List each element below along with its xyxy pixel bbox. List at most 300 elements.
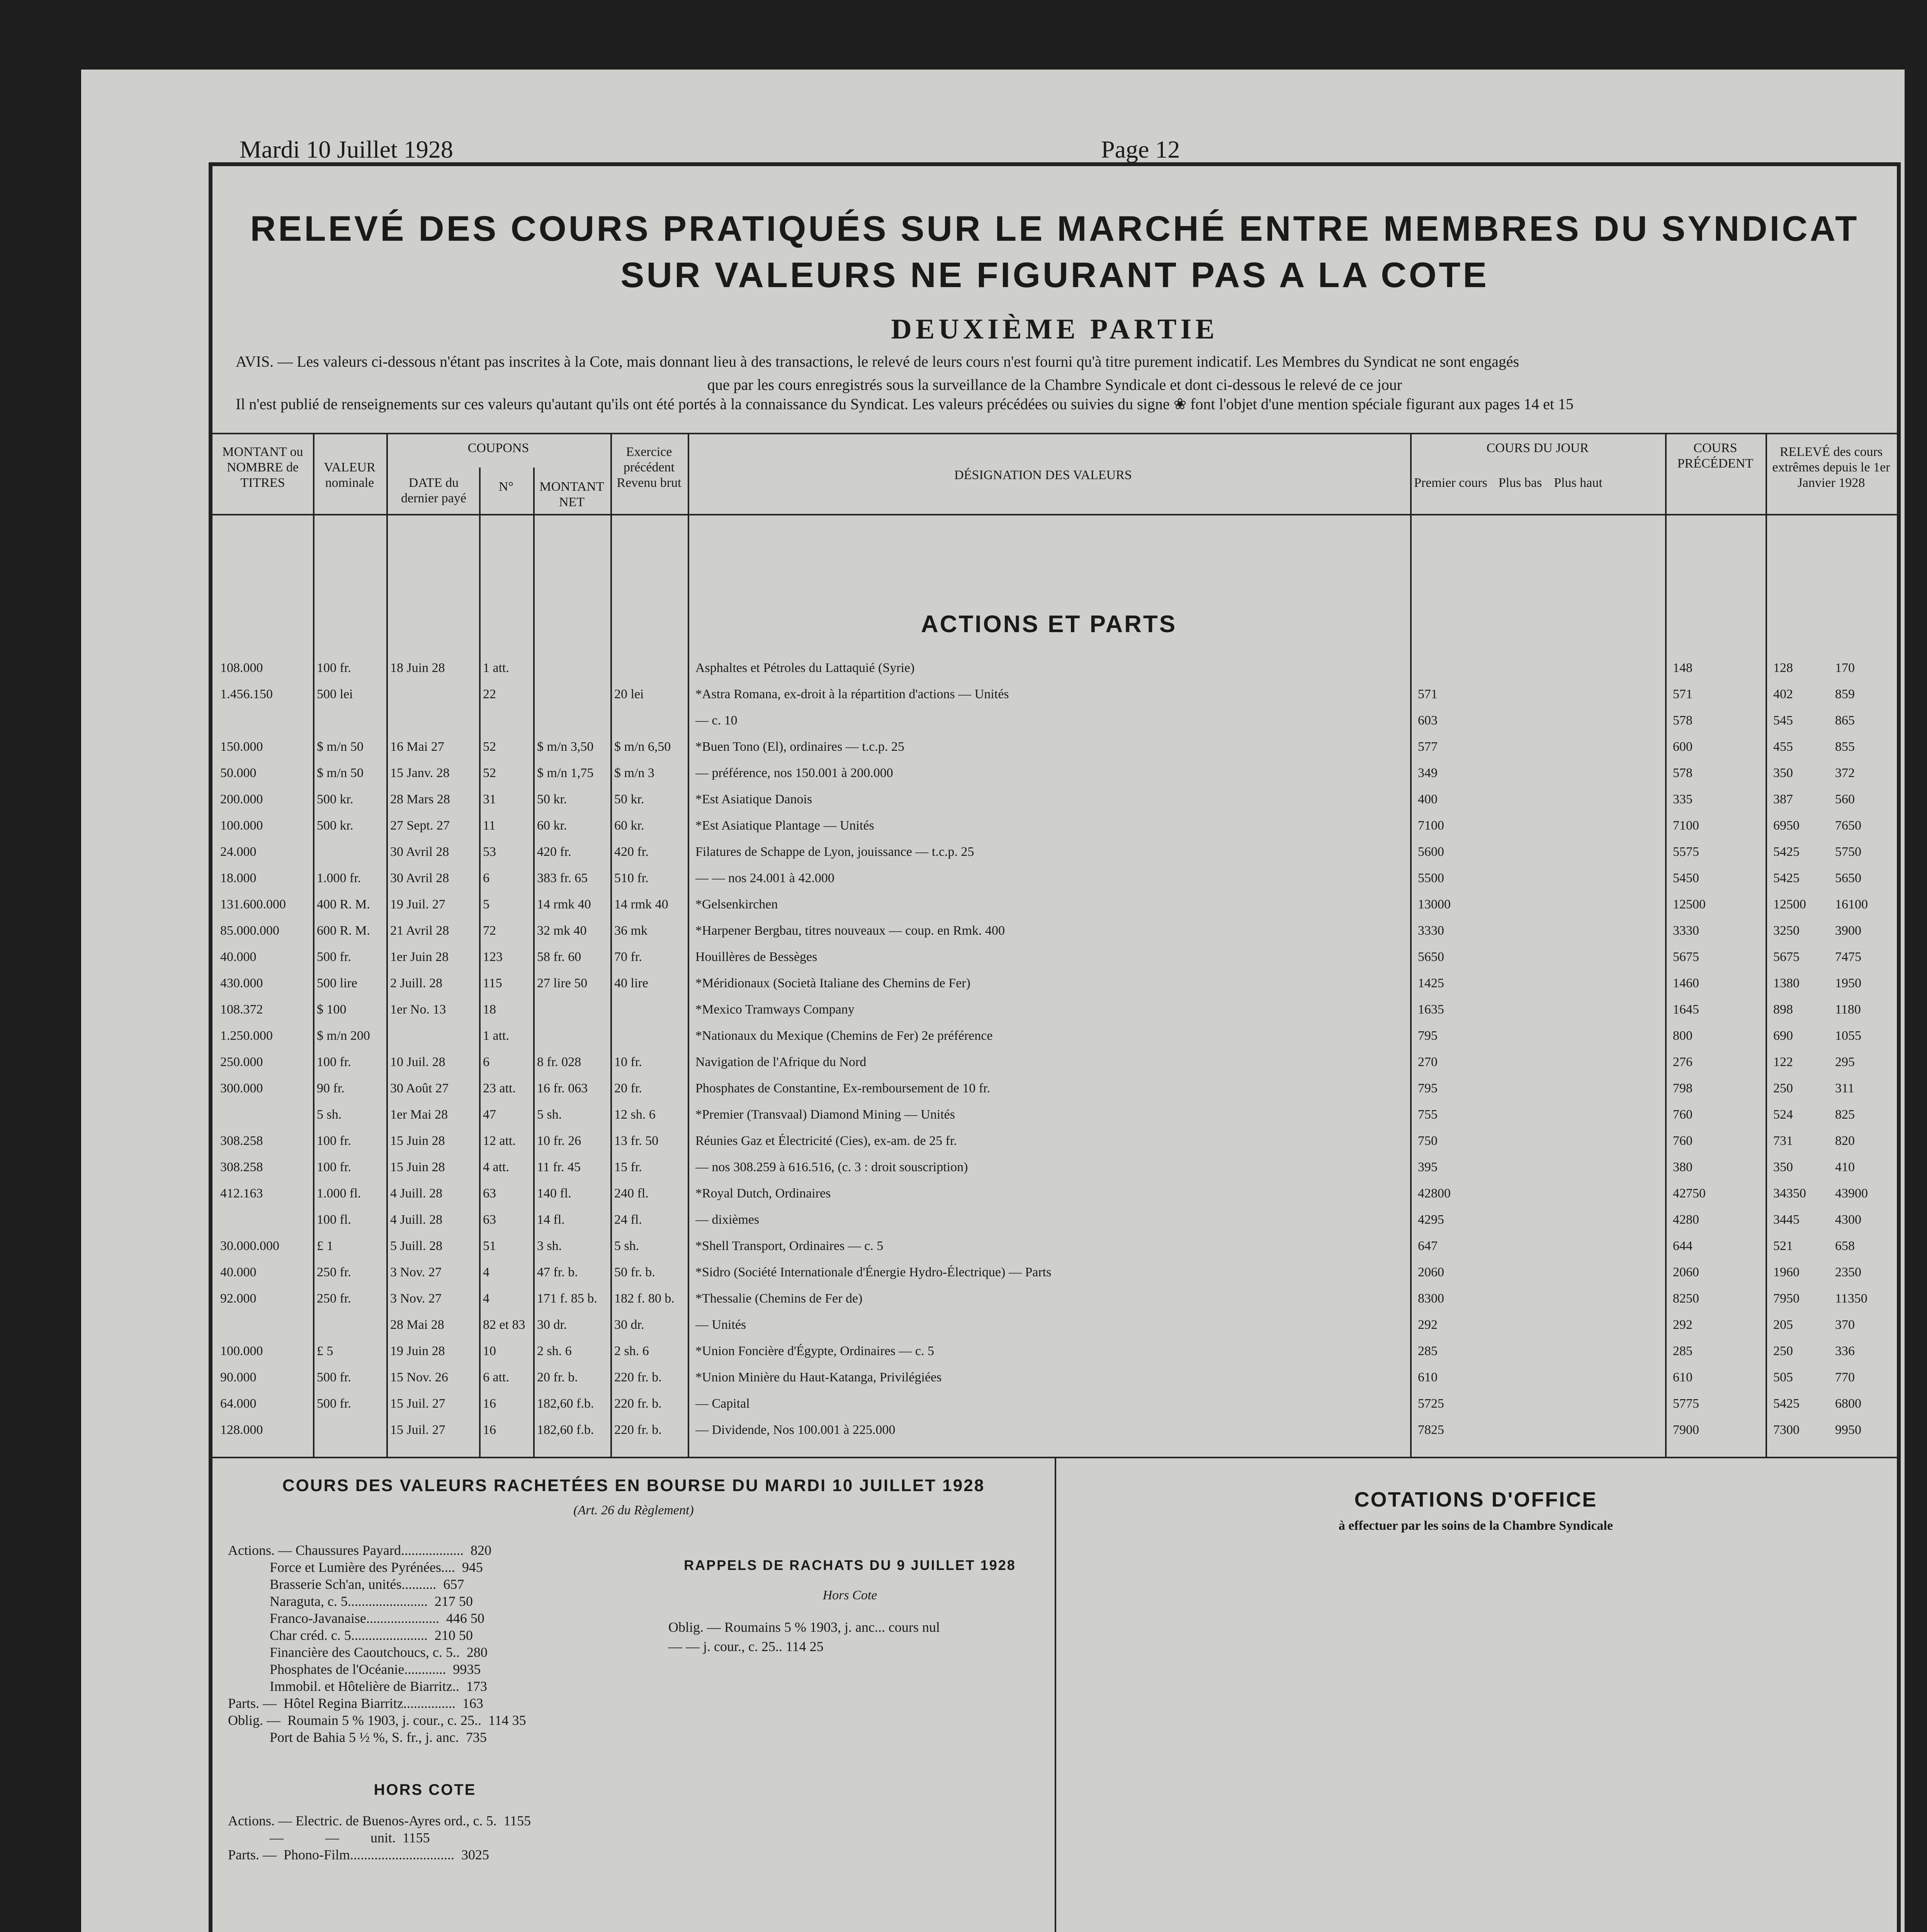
rappels-rachats-title: RAPPELS DE RACHATS DU 9 JUILLET 1928 bbox=[684, 1557, 1016, 1573]
action-montant: 250.000 bbox=[220, 1055, 263, 1069]
action-releve-bas: 898 bbox=[1773, 1002, 1793, 1017]
action-designation: Phosphates de Constantine, Ex-remboursement de 10 fr. bbox=[695, 1081, 990, 1095]
header-designation: DÉSIGNATION DES VALEURS bbox=[954, 468, 1132, 482]
action-premier-cours: 1425 bbox=[1418, 976, 1444, 990]
action-revenu: 12 sh. 6 bbox=[614, 1107, 656, 1122]
action-valeur: 100 fr. bbox=[317, 1134, 351, 1148]
action-designation: *Harpener Bergbau, titres nouveaux — coup. en Rmk. 400 bbox=[695, 923, 1005, 938]
action-revenu: $ m/n 3 bbox=[614, 766, 654, 780]
action-revenu: 510 fr. bbox=[614, 871, 649, 885]
action-coupon-date: 15 Juin 28 bbox=[390, 1160, 445, 1174]
header-coupons: COUPONS bbox=[467, 441, 529, 455]
action-coupon-date: 16 Mai 27 bbox=[390, 740, 444, 754]
action-premier-cours: 5650 bbox=[1418, 950, 1444, 964]
action-premier-cours: 795 bbox=[1418, 1029, 1438, 1043]
action-releve-bas: 5425 bbox=[1773, 1396, 1800, 1411]
action-releve-bas: 1380 bbox=[1773, 976, 1800, 990]
action-revenu: 14 rmk 40 bbox=[614, 897, 668, 912]
action-valeur: 1.000 fl. bbox=[317, 1186, 361, 1201]
action-cours-precedent: 1460 bbox=[1673, 976, 1699, 990]
action-valeur: 90 fr. bbox=[317, 1081, 345, 1095]
action-releve-haut: 370 bbox=[1835, 1318, 1855, 1332]
avis-line-1: AVIS. — Les valeurs ci-dessous n'étant pas inscrites à la Cote, mais donnant lieu à des transactions, le relevé de leurs cours n'est fourni qu'à titre purement indicatif. Les Membres du Syndicat ne sont engagés bbox=[236, 353, 1519, 370]
action-coupon-net: 27 lire 50 bbox=[537, 976, 588, 990]
action-designation: *Mexico Tramways Company bbox=[695, 1002, 855, 1017]
action-releve-bas: 7950 bbox=[1773, 1291, 1800, 1306]
action-cours-precedent: 760 bbox=[1673, 1107, 1692, 1122]
action-coupon-net: 3 sh. bbox=[537, 1239, 562, 1253]
action-cours-precedent: 760 bbox=[1673, 1134, 1692, 1148]
header-montant: MONTANT ou NOMBRE de TITRES bbox=[222, 445, 303, 490]
action-coupon-date: 30 Avril 28 bbox=[390, 845, 449, 859]
action-releve-haut: 560 bbox=[1835, 792, 1855, 806]
action-cours-precedent: 5575 bbox=[1673, 845, 1699, 859]
action-valeur: 500 lire bbox=[317, 976, 357, 990]
action-cours-precedent: 285 bbox=[1673, 1344, 1692, 1358]
action-releve-bas: 205 bbox=[1773, 1318, 1793, 1332]
action-releve-bas: 545 bbox=[1773, 713, 1793, 728]
action-coupon-no: 31 bbox=[483, 792, 496, 806]
action-designation: — préférence, nos 150.001 à 200.000 bbox=[695, 766, 893, 780]
action-valeur: 500 lei bbox=[317, 687, 353, 701]
action-coupon-net: 60 kr. bbox=[537, 818, 567, 833]
action-cours-precedent: 4280 bbox=[1673, 1213, 1699, 1227]
action-cours-precedent: 578 bbox=[1673, 713, 1692, 728]
action-montant: 308.258 bbox=[220, 1160, 263, 1174]
title-line-1: RELEVÉ DES COURS PRATIQUÉS SUR LE MARCHÉ ENTRE MEMBRES DU SYNDICAT bbox=[250, 209, 1859, 248]
action-coupon-no: 123 bbox=[483, 950, 503, 964]
action-cours-precedent: 335 bbox=[1673, 792, 1692, 806]
action-coupon-date: 1er No. 13 bbox=[390, 1002, 446, 1017]
action-valeur: $ m/n 50 bbox=[317, 766, 364, 780]
action-coupon-no: 51 bbox=[483, 1239, 496, 1253]
action-premier-cours: 5600 bbox=[1418, 845, 1444, 859]
action-premier-cours: 292 bbox=[1418, 1318, 1438, 1332]
actions-parts-title: ACTIONS ET PARTS bbox=[921, 611, 1177, 638]
action-designation: — Unités bbox=[695, 1318, 746, 1332]
action-montant: 40.000 bbox=[220, 950, 257, 964]
action-coupon-no: 10 bbox=[483, 1344, 496, 1358]
action-valeur: 100 fr. bbox=[317, 661, 351, 675]
rappels-rachats-sub: Hors Cote bbox=[822, 1588, 877, 1602]
action-releve-bas: 122 bbox=[1773, 1055, 1793, 1069]
action-releve-bas: 524 bbox=[1773, 1107, 1793, 1122]
action-montant: 200.000 bbox=[220, 792, 263, 806]
col-divider bbox=[313, 433, 314, 1457]
action-valeur: 100 fl. bbox=[317, 1213, 351, 1227]
action-designation: *Méridionaux (Società Italiane des Chemins de Fer) bbox=[695, 976, 970, 990]
action-releve-bas: 5675 bbox=[1773, 950, 1800, 964]
action-releve-bas: 350 bbox=[1773, 766, 1793, 780]
action-coupon-date: 30 Août 27 bbox=[390, 1081, 449, 1095]
action-releve-haut: 825 bbox=[1835, 1107, 1855, 1122]
header-cours-jour: COURS DU JOUR bbox=[1486, 441, 1589, 455]
action-cours-precedent: 380 bbox=[1673, 1160, 1692, 1174]
action-montant: 50.000 bbox=[220, 766, 257, 780]
action-coupon-date: 15 Nov. 26 bbox=[390, 1370, 448, 1384]
action-coupon-net: 171 f. 85 b. bbox=[537, 1291, 597, 1306]
action-coupon-date: 21 Avril 28 bbox=[390, 923, 449, 938]
action-revenu: 36 mk bbox=[614, 923, 647, 938]
action-designation: *Royal Dutch, Ordinaires bbox=[695, 1186, 831, 1201]
action-cours-precedent: 798 bbox=[1673, 1081, 1692, 1095]
col-divider bbox=[1665, 433, 1667, 1457]
hors-cote-list: Actions. — Electric. de Buenos-Ayres ord., c. 5. 1155 — — unit. 1155 Parts. — Phono-Film.............................. 3025 bbox=[228, 1813, 531, 1862]
cotations-office-subtitle: à effectuer par les soins de la Chambre Syndicale bbox=[1338, 1519, 1613, 1533]
action-releve-bas: 521 bbox=[1773, 1239, 1793, 1253]
action-coupon-net: 383 fr. 65 bbox=[537, 871, 588, 885]
action-premier-cours: 603 bbox=[1418, 713, 1438, 728]
action-releve-bas: 690 bbox=[1773, 1029, 1793, 1043]
action-releve-haut: 2350 bbox=[1835, 1265, 1861, 1279]
action-coupon-date: 4 Juill. 28 bbox=[390, 1186, 443, 1201]
action-coupon-net: 32 mk 40 bbox=[537, 923, 587, 938]
action-releve-haut: 4300 bbox=[1835, 1213, 1861, 1227]
action-releve-bas: 34350 bbox=[1773, 1186, 1806, 1201]
action-releve-haut: 865 bbox=[1835, 713, 1855, 728]
action-coupon-no: 82 et 83 bbox=[483, 1318, 525, 1332]
action-revenu: 50 fr. b. bbox=[614, 1265, 655, 1279]
action-releve-bas: 5425 bbox=[1773, 845, 1800, 859]
action-designation: — — nos 24.001 à 42.000 bbox=[695, 871, 834, 885]
action-revenu: 20 lei bbox=[614, 687, 644, 701]
action-revenu: 420 fr. bbox=[614, 845, 649, 859]
action-coupon-net: 140 fl. bbox=[537, 1186, 571, 1201]
action-coupon-net: 16 fr. 063 bbox=[537, 1081, 588, 1095]
action-premier-cours: 5725 bbox=[1418, 1396, 1444, 1411]
action-montant: 108.000 bbox=[220, 661, 263, 675]
action-montant: 85.000.000 bbox=[220, 923, 279, 938]
action-valeur: 500 fr. bbox=[317, 1396, 351, 1411]
action-releve-haut: 6800 bbox=[1835, 1396, 1861, 1411]
action-releve-bas: 250 bbox=[1773, 1344, 1793, 1358]
action-designation: *Shell Transport, Ordinaires — c. 5 bbox=[695, 1239, 884, 1253]
action-valeur: 500 fr. bbox=[317, 950, 351, 964]
action-valeur: 250 fr. bbox=[317, 1291, 351, 1306]
action-designation: *Union Minière du Haut-Katanga, Privilégiées bbox=[695, 1370, 942, 1384]
action-coupon-net: $ m/n 3,50 bbox=[537, 740, 594, 754]
action-valeur: £ 1 bbox=[317, 1239, 333, 1253]
action-designation: *Buen Tono (El), ordinaires — t.c.p. 25 bbox=[695, 740, 904, 754]
action-revenu: 182 f. 80 b. bbox=[614, 1291, 675, 1306]
action-cours-precedent: 7100 bbox=[1673, 818, 1699, 833]
action-valeur: 1.000 fr. bbox=[317, 871, 361, 885]
action-montant: 30.000.000 bbox=[220, 1239, 279, 1253]
action-premier-cours: 3330 bbox=[1418, 923, 1444, 938]
table-header-rule bbox=[212, 514, 1897, 515]
action-premier-cours: 7825 bbox=[1418, 1423, 1444, 1437]
rachetes-list: Actions. — Chaussures Payard.................. 820 Force et Lumière des Pyrénées.... 945 Brasserie Sch'an, unités.......... 657 Naraguta, c. 5....................... 217 50 Franco-Javanaise..................... 446 50 Char créd. c. 5...................... 210 50 Financière des Caoutchoucs, c. 5.. 280 Phosphates de l'Océanie............ 9935 Immobil. et Hôtelière de Biarritz.. 173 Parts. — Hôtel Regina Biarritz............... 163 Oblig. — Roumain 5 % 1903, j. cour., c. 25.. 114 35 Port de Bahia 5 ½ %, S. fr., j. anc. 735 bbox=[228, 1543, 526, 1745]
action-releve-haut: 11350 bbox=[1835, 1291, 1868, 1306]
action-coupon-no: 6 att. bbox=[483, 1370, 509, 1384]
action-coupon-no: 16 bbox=[483, 1396, 496, 1411]
action-coupon-date: 10 Juil. 28 bbox=[390, 1055, 445, 1069]
action-coupon-date: 1er Juin 28 bbox=[390, 950, 449, 964]
action-releve-bas: 128 bbox=[1773, 661, 1793, 675]
action-valeur: 100 fr. bbox=[317, 1055, 351, 1069]
action-montant: 100.000 bbox=[220, 818, 263, 833]
action-coupon-no: 16 bbox=[483, 1423, 496, 1437]
action-coupon-net: 20 fr. b. bbox=[537, 1370, 578, 1384]
action-valeur: 500 kr. bbox=[317, 792, 353, 806]
header-cours-precedent: COURS PRÉCÉDENT bbox=[1677, 441, 1754, 471]
action-premier-cours: 5500 bbox=[1418, 871, 1444, 885]
action-releve-haut: 820 bbox=[1835, 1134, 1855, 1148]
action-coupon-net: 10 fr. 26 bbox=[537, 1134, 581, 1148]
action-coupon-no: 22 bbox=[483, 687, 496, 701]
action-designation: Navigation de l'Afrique du Nord bbox=[695, 1055, 867, 1069]
action-cours-precedent: 8250 bbox=[1673, 1291, 1699, 1306]
action-coupon-date: 27 Sept. 27 bbox=[390, 818, 450, 833]
action-releve-haut: 855 bbox=[1835, 740, 1855, 754]
action-premier-cours: 7100 bbox=[1418, 818, 1444, 833]
col-divider bbox=[386, 433, 388, 1457]
col-divider bbox=[1766, 433, 1767, 1457]
action-coupon-date: 28 Mai 28 bbox=[390, 1318, 444, 1332]
action-revenu: 50 kr. bbox=[614, 792, 644, 806]
action-cours-precedent: 3330 bbox=[1673, 923, 1699, 938]
action-releve-bas: 402 bbox=[1773, 687, 1793, 701]
action-coupon-net: 5 sh. bbox=[537, 1107, 562, 1122]
action-coupon-no: 23 att. bbox=[483, 1081, 516, 1095]
action-coupon-date: 1er Mai 28 bbox=[390, 1107, 448, 1122]
action-coupon-net: 14 rmk 40 bbox=[537, 897, 591, 912]
header-plus-haut: Plus haut bbox=[1554, 476, 1602, 490]
action-designation: — Dividende, Nos 100.001 à 225.000 bbox=[695, 1423, 896, 1437]
col-divider bbox=[1410, 433, 1412, 1457]
action-coupon-no: 52 bbox=[483, 766, 496, 780]
rappels-rachats-line: — — j. cour., c. 25.. 114 25 bbox=[668, 1639, 824, 1654]
action-coupon-no: 47 bbox=[483, 1107, 496, 1122]
action-designation: *Thessalie (Chemins de Fer de) bbox=[695, 1291, 863, 1306]
action-cours-precedent: 7900 bbox=[1673, 1423, 1699, 1437]
action-releve-haut: 1180 bbox=[1835, 1002, 1861, 1017]
action-premier-cours: 795 bbox=[1418, 1081, 1438, 1095]
action-montant: 412.163 bbox=[220, 1186, 263, 1201]
action-releve-bas: 387 bbox=[1773, 792, 1793, 806]
action-montant: 40.000 bbox=[220, 1265, 257, 1279]
action-coupon-net: 58 fr. 60 bbox=[537, 950, 581, 964]
action-valeur: 500 kr. bbox=[317, 818, 353, 833]
header-no: N° bbox=[498, 480, 514, 494]
action-releve-bas: 250 bbox=[1773, 1081, 1793, 1095]
action-cours-precedent: 42750 bbox=[1673, 1186, 1706, 1201]
action-coupon-date: 3 Nov. 27 bbox=[390, 1265, 442, 1279]
action-releve-haut: 43900 bbox=[1835, 1186, 1868, 1201]
action-releve-haut: 9950 bbox=[1835, 1423, 1861, 1437]
title-line-2: SUR VALEURS NE FIGURANT PAS A LA COTE bbox=[620, 255, 1489, 295]
action-valeur: 600 R. M. bbox=[317, 923, 370, 938]
action-designation: Filatures de Schappe de Lyon, jouissance — t.c.p. 25 bbox=[695, 845, 974, 859]
action-premier-cours: 349 bbox=[1418, 766, 1438, 780]
action-coupon-net: 50 kr. bbox=[537, 792, 567, 806]
action-releve-bas: 6950 bbox=[1773, 818, 1800, 833]
action-releve-haut: 336 bbox=[1835, 1344, 1855, 1358]
action-coupon-date: 3 Nov. 27 bbox=[390, 1291, 442, 1306]
table-top-rule bbox=[212, 433, 1897, 434]
action-releve-bas: 12500 bbox=[1773, 897, 1806, 912]
action-revenu: 5 sh. bbox=[614, 1239, 639, 1253]
action-coupon-net: 14 fl. bbox=[537, 1213, 565, 1227]
col-divider bbox=[533, 468, 535, 1457]
action-coupon-date: 28 Mars 28 bbox=[390, 792, 450, 806]
action-coupon-no: 6 bbox=[483, 871, 489, 885]
action-montant: 430.000 bbox=[220, 976, 263, 990]
action-releve-haut: 5750 bbox=[1835, 845, 1861, 859]
action-premier-cours: 577 bbox=[1418, 740, 1438, 754]
action-releve-bas: 505 bbox=[1773, 1370, 1793, 1384]
action-coupon-net: 420 fr. bbox=[537, 845, 571, 859]
action-releve-bas: 3445 bbox=[1773, 1213, 1800, 1227]
action-cours-precedent: 571 bbox=[1673, 687, 1692, 701]
action-coupon-date: 18 Juin 28 bbox=[390, 661, 445, 675]
action-releve-haut: 170 bbox=[1835, 661, 1855, 675]
action-montant: 131.600.000 bbox=[220, 897, 286, 912]
action-cours-precedent: 2060 bbox=[1673, 1265, 1699, 1279]
action-premier-cours: 571 bbox=[1418, 687, 1438, 701]
action-designation: — nos 308.259 à 616.516, (c. 3 : droit souscription) bbox=[695, 1160, 968, 1174]
action-revenu: 30 dr. bbox=[614, 1318, 644, 1332]
action-coupon-date: 2 Juill. 28 bbox=[390, 976, 443, 990]
action-releve-bas: 3250 bbox=[1773, 923, 1800, 938]
action-premier-cours: 13000 bbox=[1418, 897, 1451, 912]
action-cours-precedent: 148 bbox=[1673, 661, 1692, 675]
action-releve-haut: 658 bbox=[1835, 1239, 1855, 1253]
action-coupon-date: 30 Avril 28 bbox=[390, 871, 449, 885]
action-montant: 108.372 bbox=[220, 1002, 263, 1017]
action-revenu: 24 fl. bbox=[614, 1213, 642, 1227]
main-frame bbox=[209, 162, 1901, 1932]
action-releve-bas: 1960 bbox=[1773, 1265, 1800, 1279]
action-cours-precedent: 292 bbox=[1673, 1318, 1692, 1332]
header-releve: RELEVÉ des cours extrêmes depuis le 1er Janvier 1928 bbox=[1772, 445, 1890, 490]
action-designation: *Est Asiatique Plantage — Unités bbox=[695, 818, 874, 833]
action-releve-haut: 372 bbox=[1835, 766, 1855, 780]
action-valeur: $ 100 bbox=[317, 1002, 347, 1017]
action-coupon-no: 11 bbox=[483, 818, 496, 833]
action-designation: Réunies Gaz et Électricité (Cies), ex-am. de 25 fr. bbox=[695, 1134, 957, 1148]
action-cours-precedent: 644 bbox=[1673, 1239, 1692, 1253]
col-divider bbox=[610, 433, 612, 1457]
action-releve-haut: 7475 bbox=[1835, 950, 1861, 964]
action-montant: 92.000 bbox=[220, 1291, 257, 1306]
header-valeur: VALEUR nominale bbox=[324, 460, 376, 490]
action-releve-haut: 1055 bbox=[1835, 1029, 1861, 1043]
action-coupon-net: 11 fr. 45 bbox=[537, 1160, 581, 1174]
action-designation: *Est Asiatique Danois bbox=[695, 792, 812, 806]
action-montant: 128.000 bbox=[220, 1423, 263, 1437]
action-releve-bas: 455 bbox=[1773, 740, 1793, 754]
header-montant-net: MONTANT NET bbox=[539, 480, 604, 509]
rachetes-title: COURS DES VALEURS RACHETÉES EN BOURSE DU MARDI 10 JUILLET 1928 bbox=[282, 1476, 985, 1495]
hors-cote-title: HORS COTE bbox=[374, 1781, 476, 1798]
action-valeur: £ 5 bbox=[317, 1344, 333, 1358]
action-releve-bas: 350 bbox=[1773, 1160, 1793, 1174]
action-premier-cours: 610 bbox=[1418, 1370, 1438, 1384]
action-designation: *Nationaux du Mexique (Chemins de Fer) 2e préférence bbox=[695, 1029, 993, 1043]
cotations-office-title: COTATIONS D'OFFICE bbox=[1354, 1488, 1597, 1511]
avis-line-3: Il n'est publié de renseignements sur ces valeurs qu'autant qu'ils ont été portés à la connaissance du Syndicat. Les valeurs précédées ou suivies du signe ❀ font l'objet d'une mention spéciale figurant aux pages 14 et 15 bbox=[236, 395, 1574, 413]
action-coupon-net: 182,60 f.b. bbox=[537, 1423, 594, 1437]
header-date: DATE du dernier payé bbox=[401, 476, 466, 505]
action-revenu: 10 fr. bbox=[614, 1055, 642, 1069]
action-releve-haut: 295 bbox=[1835, 1055, 1855, 1069]
action-revenu: 220 fr. b. bbox=[614, 1423, 662, 1437]
part-title: DEUXIÈME PARTIE bbox=[891, 313, 1218, 345]
action-designation: — dixièmes bbox=[695, 1213, 760, 1227]
action-releve-haut: 311 bbox=[1835, 1081, 1854, 1095]
action-coupon-net: $ m/n 1,75 bbox=[537, 766, 594, 780]
action-coupon-no: 52 bbox=[483, 740, 496, 754]
action-coupon-net: 182,60 f.b. bbox=[537, 1396, 594, 1411]
action-montant: 18.000 bbox=[220, 871, 257, 885]
rappels-rachats-line: Oblig. — Roumains 5 % 1903, j. anc... cours nul bbox=[668, 1619, 940, 1635]
action-premier-cours: 285 bbox=[1418, 1344, 1438, 1358]
col-divider bbox=[479, 468, 481, 1457]
action-premier-cours: 647 bbox=[1418, 1239, 1438, 1253]
action-valeur: 5 sh. bbox=[317, 1107, 342, 1122]
page-date: Mardi 10 Juillet 1928 bbox=[240, 136, 453, 163]
action-coupon-no: 12 att. bbox=[483, 1134, 516, 1148]
action-coupon-no: 63 bbox=[483, 1213, 496, 1227]
action-revenu: 70 fr. bbox=[614, 950, 642, 964]
action-coupon-date: 15 Juin 28 bbox=[390, 1134, 445, 1148]
action-cours-precedent: 5775 bbox=[1673, 1396, 1699, 1411]
action-premier-cours: 755 bbox=[1418, 1107, 1438, 1122]
action-releve-haut: 16100 bbox=[1835, 897, 1868, 912]
action-revenu: 13 fr. 50 bbox=[614, 1134, 659, 1148]
action-revenu: 2 sh. 6 bbox=[614, 1344, 649, 1358]
action-releve-bas: 7300 bbox=[1773, 1423, 1800, 1437]
action-designation: — c. 10 bbox=[695, 713, 737, 728]
action-revenu: 40 lire bbox=[614, 976, 648, 990]
action-coupon-net: 2 sh. 6 bbox=[537, 1344, 572, 1358]
action-coupon-no: 72 bbox=[483, 923, 496, 938]
action-premier-cours: 270 bbox=[1418, 1055, 1438, 1069]
action-revenu: 60 kr. bbox=[614, 818, 644, 833]
action-releve-haut: 5650 bbox=[1835, 871, 1861, 885]
action-montant: 90.000 bbox=[220, 1370, 257, 1384]
action-releve-haut: 410 bbox=[1835, 1160, 1855, 1174]
action-revenu: $ m/n 6,50 bbox=[614, 740, 671, 754]
action-premier-cours: 4295 bbox=[1418, 1213, 1444, 1227]
action-coupon-no: 1 att. bbox=[483, 1029, 509, 1043]
avis-line-2: que par les cours enregistrés sous la surveillance de la Chambre Syndicale et dont ci-dessous le relevé de ce jour bbox=[707, 376, 1402, 393]
action-coupon-no: 63 bbox=[483, 1186, 496, 1201]
action-cours-precedent: 5675 bbox=[1673, 950, 1699, 964]
action-revenu: 220 fr. b. bbox=[614, 1396, 662, 1411]
action-coupon-no: 18 bbox=[483, 1002, 496, 1017]
action-cours-precedent: 610 bbox=[1673, 1370, 1692, 1384]
col-divider bbox=[688, 433, 689, 1457]
header-plus-bas: Plus bas bbox=[1498, 476, 1542, 490]
action-coupon-date: 15 Juil. 27 bbox=[390, 1396, 445, 1411]
action-coupon-no: 4 att. bbox=[483, 1160, 509, 1174]
action-designation: *Sidro (Société Internationale d'Énergie Hydro-Électrique) — Parts bbox=[695, 1265, 1052, 1279]
action-montant: 1.250.000 bbox=[220, 1029, 273, 1043]
action-releve-haut: 3900 bbox=[1835, 923, 1861, 938]
rachetes-subtitle: (Art. 26 du Règlement) bbox=[573, 1503, 694, 1517]
action-montant: 100.000 bbox=[220, 1344, 263, 1358]
action-coupon-net: 47 fr. b. bbox=[537, 1265, 578, 1279]
action-cours-precedent: 1645 bbox=[1673, 1002, 1699, 1017]
action-montant: 24.000 bbox=[220, 845, 257, 859]
action-designation: *Astra Romana, ex-droit à la répartition d'actions — Unités bbox=[695, 687, 1009, 701]
action-valeur: $ m/n 50 bbox=[317, 740, 364, 754]
action-coupon-no: 115 bbox=[483, 976, 502, 990]
action-montant: 308.258 bbox=[220, 1134, 263, 1148]
action-coupon-date: 4 Juill. 28 bbox=[390, 1213, 443, 1227]
